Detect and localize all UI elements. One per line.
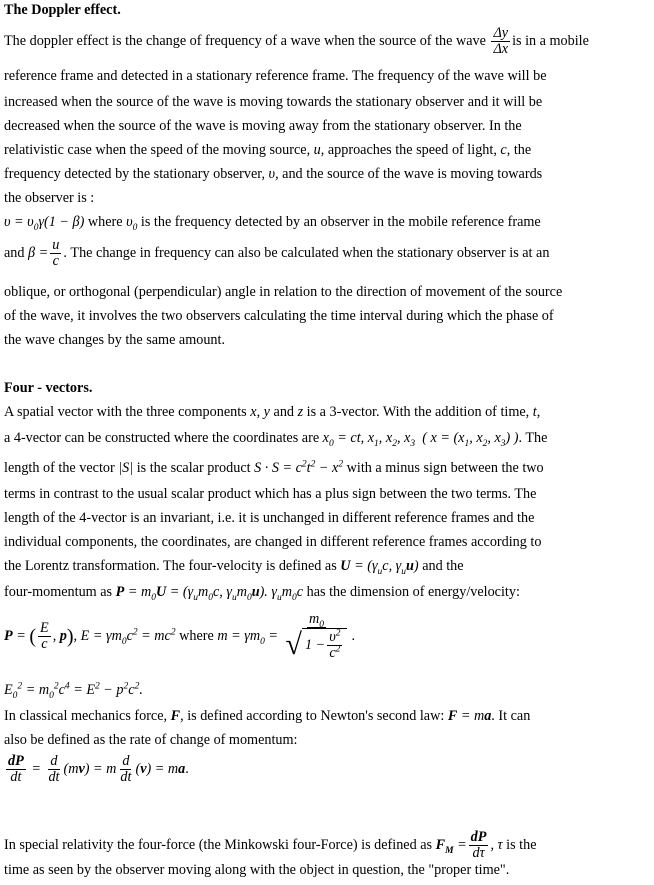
fourvec-line-11: In classical mechanics force, F, is defined according to Newton's second law: F = ma. It can <box>4 708 531 724</box>
fourvec-line-7: the Lorentz transformation. The four-velocity is defined as $U = (\gamma_uc$, $\gamma_uu$) and the <box>4 558 464 577</box>
doppler-line-3: increased when the source of the wave is moving towards the stationary observer and it will be <box>4 94 543 110</box>
fourvec-line-12: also be defined as the rate of change of momentum: <box>4 732 298 748</box>
doppler-line-1: The doppler effect is the change of frequency of a wave when the source of the wave $\frac{\Delta y}{\Delta x}$ is in a mobile <box>4 25 589 57</box>
fourvec-line-5: length of the 4-vector is an invariant, i.e. it is unchanged in different reference frames and the <box>4 510 535 526</box>
fourvec-line-13: $\frac{dP}{dt}$ = $\frac{d}{dt}$ (mv) = m $\frac{d}{dt}$ (v) = ma. <box>8 753 189 785</box>
doppler-line-8: $\upsilon = \upsilon_0\gamma(1 - \beta)$ where $\upsilon_0$ is the frequency detected by an observer in the mobile reference frame <box>4 214 541 233</box>
fourvec-line-6: individual components, the coordinates, are changed in different reference frames according to <box>4 534 542 550</box>
fourvec-line-4: terms in contrast to the usual scalar product which has a plus sign between the two terms. The <box>4 486 537 502</box>
fourvec-line-10: $E_0^2 = m_0^2c^4 = E^2 - p^2c^2$. <box>4 681 143 701</box>
fourvec-line-9: P = ( $\frac{E}{c}$ , p), $E = \gamma m_0c^2 = mc^2$ where $m = \gamma m_0$ = $m_0$ √ 1 − $\frac{\upsilon^2}{c^2}$ . <box>4 611 356 661</box>
doppler-heading: The Doppler effect. <box>4 2 121 18</box>
delta-y-over-delta-x: $\frac{\Delta y}{\Delta x}$ <box>493 25 509 57</box>
doppler-line-7: the observer is : <box>4 190 95 206</box>
doppler-line-12: the wave changes by the same amount. <box>4 332 226 348</box>
fourvec-line-1: A spatial vector with the three components x, y and z is a 3-vector. With the addition of time, t, <box>4 404 541 420</box>
doppler-line-9: and β = $\frac{u}{c}$ . The change in frequency can also be calculated when the stationary observer is at an <box>4 237 550 269</box>
fourvec-line-14: In special relativity the four-force (the Minkowski four-Force) is defined as $F_M$ = $\frac{dP}{d\tau}$ , τ is the <box>4 829 537 861</box>
fourvec-line-8: four-momentum as $P = m_0U = (\gamma_um_0c$, $\gamma_um_0u$). $\gamma_um_0c$ has the dimension of energy/velocity: <box>4 584 520 603</box>
doppler-line-6: frequency detected by the stationary observer, υ, and the source of the wave is moving towards <box>4 166 543 182</box>
doppler-line-4: decreased when the source of the wave is moving away from the stationary observer. In the <box>4 118 522 134</box>
doppler-formula: $\upsilon = \upsilon_0\gamma(1 - \beta)$ <box>4 214 85 233</box>
fourvec-heading: Four - vectors. <box>4 380 93 396</box>
fourvec-line-3: length of the vector |S| is the scalar product $S \cdot S = c^2t^2 - x^2$ with a minus sign between the two <box>4 459 544 476</box>
fourvec-line-2: a 4-vector can be constructed where the coordinates are $x_0$ = ct, $x_1$, $x_2$, $x_3$ ( $x = (x_1$, $x_2$, $x_3$) ). The <box>4 430 548 449</box>
fourvec-line-15: time as seen by the observer moving along with the object in question, the "proper time". <box>4 862 510 878</box>
doppler-line-10: oblique, or orthogonal (perpendicular) angle in relation to the direction of movement of the source <box>4 284 563 300</box>
doppler-line-2: reference frame and detected in a stationary reference frame. The frequency of the wave will be <box>4 68 547 84</box>
rest-mass-fraction: $m_0$ √ 1 − $\frac{\upsilon^2}{c^2}$ <box>284 612 350 661</box>
doppler-line-11: of the wave, it involves the two observers calculating the time interval during which the phase of <box>4 308 554 324</box>
doppler-line-5: relativistic case when the speed of the moving source, u, approaches the speed of light, c, the <box>4 142 532 158</box>
